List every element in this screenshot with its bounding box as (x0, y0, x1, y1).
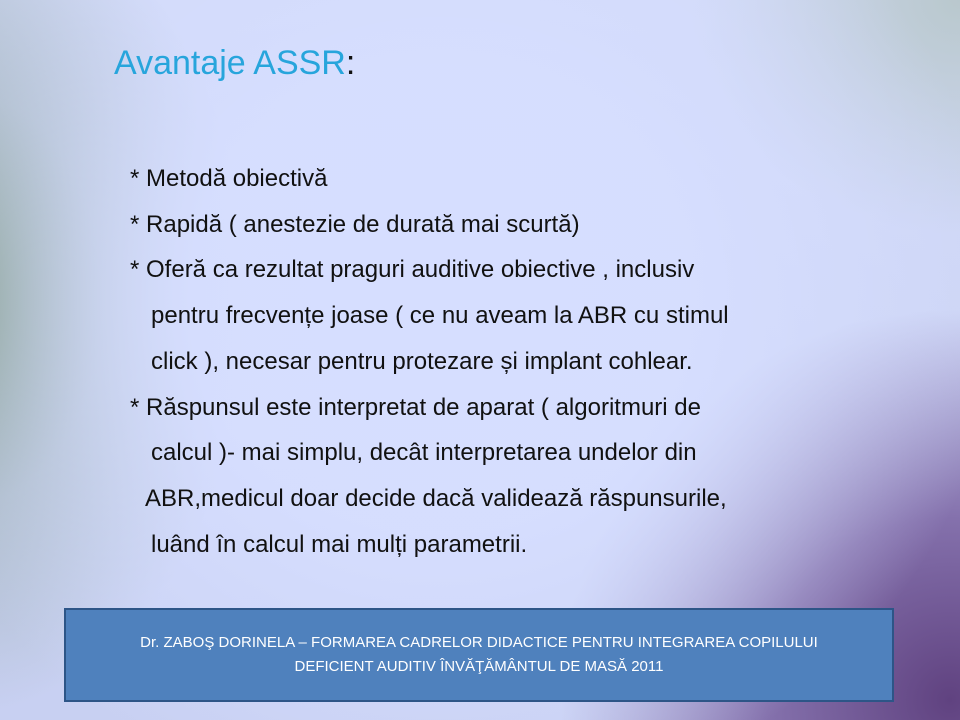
bullet-line: * Oferă ca rezultat praguri auditive obiective , inclusiv (130, 256, 695, 284)
bullet-line: * Rapidă ( anestezie de durată mai scurtă) (130, 210, 580, 238)
slide-title-text: Avantaje ASSR (114, 44, 346, 82)
slide-title-colon: : (345, 44, 356, 82)
bullet-continuation-line: calcul )- mai simplu, decât interpretarea undelor din (151, 439, 697, 467)
bullet-continuation-line: click ), necesar pentru protezare și implant cohlear. (151, 347, 693, 375)
bullet-continuation-line: ABR,medicul doar decide dacă validează răspunsurile, (145, 484, 727, 512)
bullet-line: * Metodă obiectivă (130, 165, 328, 192)
slide-title (114, 40, 355, 86)
footer-banner (64, 608, 894, 702)
bullet-continuation-line: pentru frecvențe joase ( ce nu aveam la ABR cu stimul (151, 302, 729, 330)
bullet-line: * Răspunsul este interpretat de aparat ( algoritmuri de (130, 393, 701, 421)
footer-line-1: Dr. ZABOŞ DORINELA – FORMAREA CADRELOR DIDACTICE PENTRU INTEGRAREA COPILULUI (140, 634, 818, 651)
footer-line-2: DEFICIENT AUDITIV ÎNVĂŢĂMÂNTUL DE MASĂ 2011 (294, 658, 664, 675)
bullet-continuation-line: luând în calcul mai mulți parametrii. (151, 530, 528, 558)
bullet-list (130, 156, 890, 567)
